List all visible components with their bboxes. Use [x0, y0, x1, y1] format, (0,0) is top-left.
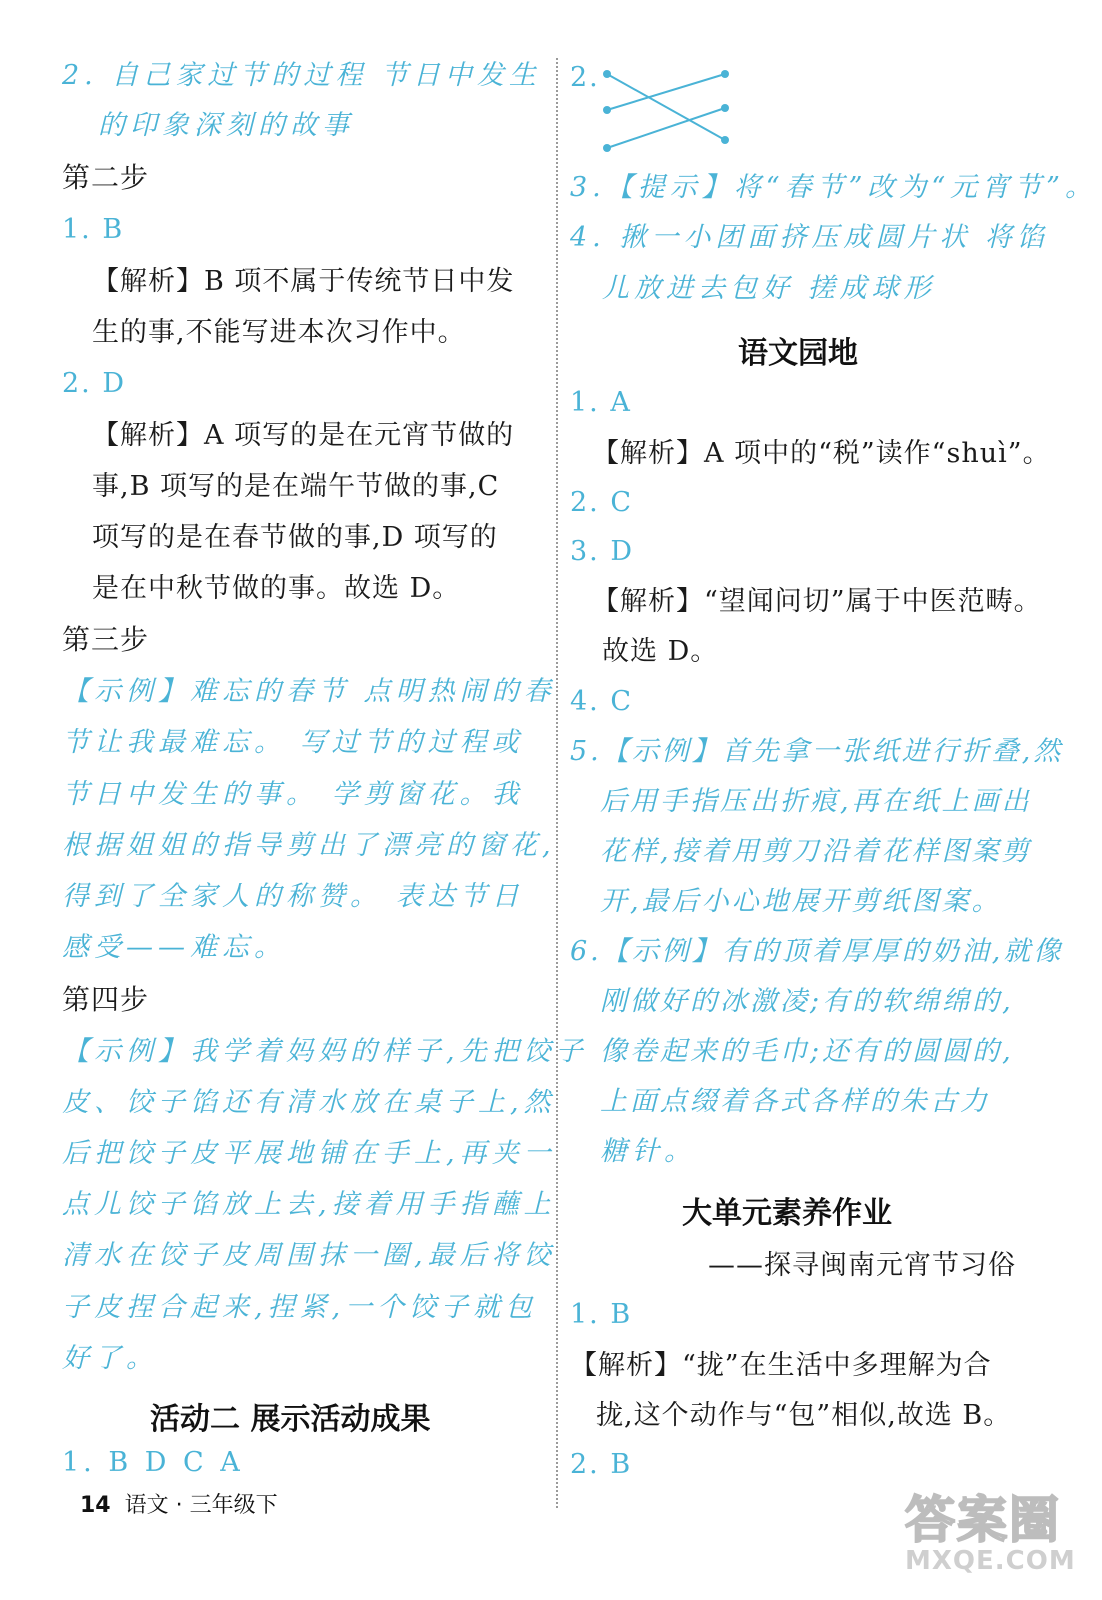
step2-heading: 第二步: [62, 161, 150, 194]
unit-subheading: ——探寻闽南元宵节习俗: [708, 1250, 1016, 1281]
example-line: 清水在饺子皮周围抹一圈,最后将饺: [62, 1240, 556, 1271]
explanation-line: 【解析】B 项不属于传统节日中发: [92, 266, 515, 297]
answer-line: 3.【提示】将“春节”改为“元宵节”。: [570, 172, 1097, 203]
match-dot: [603, 106, 611, 114]
explanation-line: 拢,这个动作与“包”相似,故选 B。: [596, 1400, 1012, 1431]
example-line: 5.【示例】首先拿一张纸进行折叠,然: [570, 736, 1064, 767]
step4-heading: 第四步: [62, 983, 150, 1016]
column-divider: [556, 58, 558, 1508]
watermark-text: 答案圈: [905, 1491, 1061, 1549]
answer-line: 儿放进去包好 搓成球形: [602, 273, 936, 304]
explanation-line: 事,B 项写的是在端午节做的事,C: [92, 471, 500, 502]
page-footer: [80, 1488, 278, 1519]
example-line: 后用手指压出折痕,再在纸上画出: [600, 786, 1032, 817]
watermark-url: MXQE.COM: [905, 1546, 1076, 1576]
explanation-line: 故选 D。: [602, 636, 719, 667]
explanation-line: 是在中秋节做的事。故选 D。: [92, 573, 461, 604]
question-answer: 1. A: [570, 387, 632, 418]
step3-heading: 第三步: [62, 623, 150, 656]
example-line: 好了。: [62, 1343, 158, 1374]
answer-line: 的印象深刻的故事: [98, 110, 354, 141]
example-line: 节日中发生的事。 学剪窗花。我: [62, 779, 524, 810]
explanation-line: 【解析】“拢”在生活中多理解为合: [570, 1350, 992, 1381]
unit-homework-heading: 大单元素养作业: [682, 1196, 892, 1231]
match-line: [607, 74, 725, 140]
activity2-heading: 活动二 展示活动成果: [150, 1402, 431, 1437]
match-dot: [721, 104, 729, 112]
question-answer: 4. C: [570, 686, 634, 717]
explanation-line: 【解析】A 项写的是在元宵节做的: [92, 420, 515, 451]
example-line: 糖针。: [600, 1136, 696, 1167]
explanation-line: 【解析】A 项中的“税”读作“shuì”。: [592, 438, 1051, 469]
question-answer: 1. B D C A: [62, 1447, 244, 1478]
example-line: 皮、饺子馅还有清水放在桌子上,然: [62, 1087, 556, 1118]
match-dot: [603, 144, 611, 152]
example-line: 6.【示例】有的顶着厚厚的奶油,就像: [570, 936, 1064, 967]
watermark: [905, 1480, 1083, 1590]
example-line: 子皮捏合起来,捏紧,一个饺子就包: [62, 1292, 538, 1323]
yuwen-yuandi-heading: 语文园地: [738, 336, 858, 371]
answer-line: 2. 自己家过节的过程 节日中发生: [62, 60, 541, 91]
example-line: 根据姐姐的指导剪出了漂亮的窗花,: [62, 830, 556, 861]
question-answer: 1. B: [570, 1299, 633, 1330]
question-answer: 2. B: [570, 1449, 633, 1480]
explanation-line: 【解析】“望闻问切”属于中医范畴。: [592, 586, 1042, 617]
example-line: 后把饺子皮平展地铺在手上,再夹一: [62, 1138, 556, 1169]
match-line: [607, 74, 725, 110]
match-dot: [721, 70, 729, 78]
example-line: 点儿饺子馅放上去,接着用手指蘸上: [62, 1189, 556, 1220]
example-line: 节让我最难忘。 写过节的过程或: [62, 727, 524, 758]
answer-line: 4. 揪一小团面挤压成圆片状 将馅: [570, 222, 1049, 253]
match-line: [607, 108, 725, 148]
explanation-line: 生的事,不能写进本次习作中。: [92, 317, 466, 348]
question-answer: 3. D: [570, 536, 634, 567]
page-number: 14: [80, 1493, 111, 1518]
subject-label: 语文 · 三年级下: [124, 1493, 278, 1518]
matching-lines-diagram: [595, 62, 745, 162]
match-dot: [721, 136, 729, 144]
question-answer: 2. D: [62, 368, 126, 399]
example-line: 花样,接着用剪刀沿着花样图案剪: [600, 836, 1032, 867]
match-dot: [603, 70, 611, 78]
example-line: 刚做好的冰激凌;有的软绵绵的,: [600, 986, 1014, 1017]
example-line: 得到了全家人的称赞。 表达节日: [62, 881, 524, 912]
example-line: 上面点缀着各式各样的朱古力: [600, 1086, 990, 1117]
example-line: 感受——难忘。: [62, 932, 286, 963]
example-line: 像卷起来的毛巾;还有的圆圆的,: [600, 1036, 1014, 1067]
question-answer: 2.: [570, 62, 600, 93]
explanation-line: 项写的是在春节做的事,D 项写的: [92, 522, 498, 553]
example-line: 【示例】难忘的春节 点明热闹的春: [62, 676, 556, 707]
example-line: 开,最后小心地展开剪纸图案。: [600, 886, 1002, 917]
example-line: 【示例】我学着妈妈的样子,先把饺子: [62, 1036, 588, 1067]
question-answer: 1. B: [62, 214, 125, 245]
question-answer: 2. C: [570, 487, 634, 518]
